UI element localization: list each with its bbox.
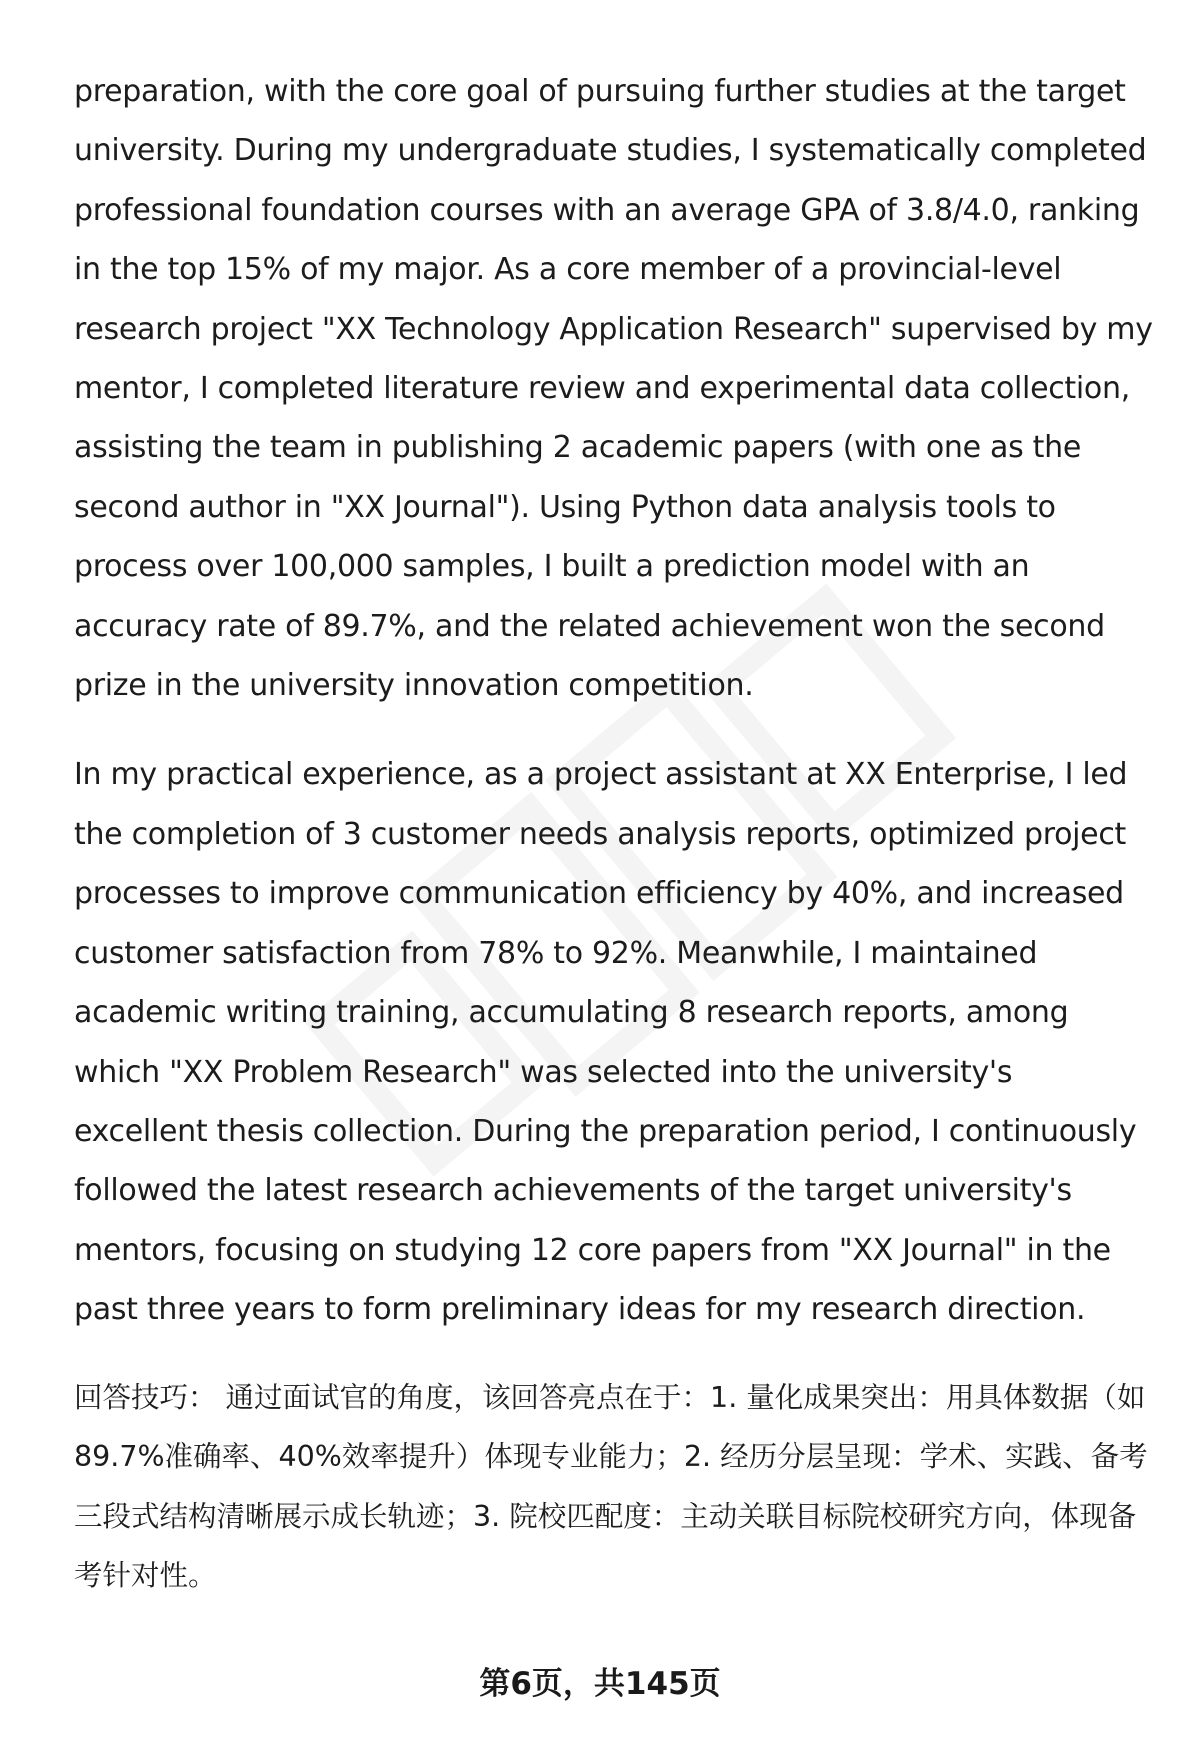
answer-tips: 回答技巧： 通过面试官的角度，该回答亮点在于：1. 量化成果突出：用具体数据（如89.7%准确率、40%效率提升）体现专业能力；2. 经历分层呈现：学术、实践、备考三段式结构清晰展示成长轨迹；3. 院校匹配度：主动关联目标院校研究方向，体现备考针对性。 [74,1380,1148,1593]
page-indicator: 第6页，共145页 [479,1666,721,1702]
body-paragraph-1: preparation, with the core goal of pursuing further studies at the target university. During my undergraduate studies, I systematically completed professional foundation courses with an average GPA of 3.8/4.0, ranking in the top 15% of my major. As a core member of a provincial-level research project "XX Technology Application Research" supervised by my mentor, I completed literature review and experimental data collection, assisting the team in publishing 2 academic papers (with one as the second author in "XX Journal"). Using Python data analysis tools to process over 100,000 samples, I built a prediction model with an accuracy rate of 89.7%, and the related achievement won the second prize in the university innovation competition. [74,74,1153,704]
body-paragraph-2: In my practical experience, as a project assistant at XX Enterprise, I led the completion of 3 customer needs analysis reports, optimized project processes to improve communication efficiency by 40%, and increased customer satisfaction from 78% to 92%. Meanwhile, I maintained academic writing training, accumulating 8 research reports, among which "XX Problem Research" was selected into the university's excellent thesis collection. During the preparation period, I continuously followed the latest research achievements of the target university's mentors, focusing on studying 12 core papers from "XX Journal" in the past three years to form preliminary ideas for my research direction. [74,757,1137,1328]
document-body [74,62,1154,1606]
